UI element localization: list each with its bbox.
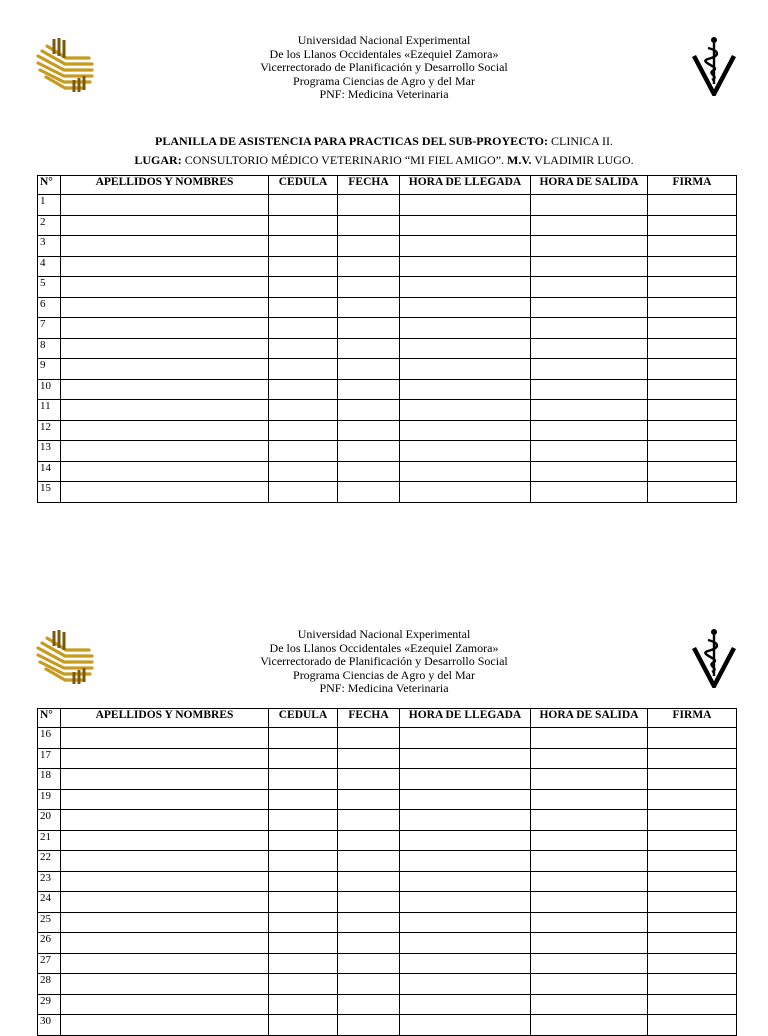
name-cell[interactable] [61,810,269,831]
column-header-departure: HORA DE SALIDA [531,709,648,728]
name-cell[interactable] [61,974,269,995]
table-row [38,482,737,503]
departure-cell[interactable] [531,1015,648,1036]
name-cell[interactable] [61,789,269,810]
arrival-cell[interactable] [400,338,531,359]
table-row [38,297,737,318]
column-header-departure: HORA DE SALIDA [531,176,648,195]
name-cell[interactable] [61,236,269,257]
institution-line: Vicerrectorado de Planificación y Desarrollo Social [260,60,508,75]
signature-cell[interactable] [648,482,737,503]
date-cell[interactable] [338,215,400,236]
id-cell[interactable] [269,892,338,913]
table-row [38,277,737,298]
id-cell[interactable] [269,1015,338,1036]
name-cell[interactable] [61,912,269,933]
table-row [38,974,737,995]
id-cell[interactable] [269,974,338,995]
row-number: 12 [38,420,61,441]
arrival-cell[interactable] [400,420,531,441]
name-cell[interactable] [61,482,269,503]
table-row [38,359,737,380]
id-cell[interactable] [269,318,338,339]
signature-cell[interactable] [648,892,737,913]
arrival-cell[interactable] [400,912,531,933]
name-cell[interactable] [61,318,269,339]
arrival-cell[interactable] [400,195,531,216]
name-cell[interactable] [61,933,269,954]
arrival-cell[interactable] [400,728,531,749]
column-header-signature: FIRMA [648,176,737,195]
departure-cell[interactable] [531,769,648,790]
date-cell[interactable] [338,912,400,933]
row-number: 6 [38,297,61,318]
date-cell[interactable] [338,420,400,441]
arrival-cell[interactable] [400,789,531,810]
departure-cell[interactable] [531,851,648,872]
row-number: 8 [38,338,61,359]
date-cell[interactable] [338,933,400,954]
signature-cell[interactable] [648,748,737,769]
institution-line: De los Llanos Occidentales «Ezequiel Zamora» [269,640,499,655]
date-cell[interactable] [338,195,400,216]
id-cell[interactable] [269,441,338,462]
date-cell[interactable] [338,810,400,831]
arrival-cell[interactable] [400,277,531,298]
row-number: 2 [38,215,61,236]
name-cell[interactable] [61,379,269,400]
id-cell[interactable] [269,953,338,974]
date-cell[interactable] [338,441,400,462]
row-number: 1 [38,195,61,216]
date-cell[interactable] [338,789,400,810]
name-cell[interactable] [61,892,269,913]
date-cell[interactable] [338,277,400,298]
row-number: 7 [38,318,61,339]
name-cell[interactable] [61,359,269,380]
signature-cell[interactable] [648,953,737,974]
date-cell[interactable] [338,748,400,769]
name-cell[interactable] [61,195,269,216]
column-header-name: APELLIDOS Y NOMBRES [61,709,269,728]
id-cell[interactable] [269,994,338,1015]
id-cell[interactable] [269,379,338,400]
id-cell[interactable] [269,912,338,933]
id-cell[interactable] [269,195,338,216]
signature-cell[interactable] [648,277,737,298]
name-cell[interactable] [61,769,269,790]
date-cell[interactable] [338,851,400,872]
row-number: 28 [38,974,61,995]
table-row [38,789,737,810]
attendance-table [37,175,737,503]
table-row [38,728,737,749]
row-number: 27 [38,953,61,974]
departure-cell[interactable] [531,789,648,810]
date-cell[interactable] [338,461,400,482]
signature-cell[interactable] [648,461,737,482]
arrival-cell[interactable] [400,892,531,913]
date-cell[interactable] [338,297,400,318]
signature-cell[interactable] [648,318,737,339]
row-number: 4 [38,256,61,277]
arrival-cell[interactable] [400,441,531,462]
departure-cell[interactable] [531,748,648,769]
departure-cell[interactable] [531,400,648,421]
arrival-cell[interactable] [400,359,531,380]
id-cell[interactable] [269,277,338,298]
name-cell[interactable] [61,748,269,769]
name-cell[interactable] [61,851,269,872]
arrival-cell[interactable] [400,215,531,236]
departure-cell[interactable] [531,338,648,359]
arrival-cell[interactable] [400,297,531,318]
departure-cell[interactable] [531,482,648,503]
departure-cell[interactable] [531,912,648,933]
signature-cell[interactable] [648,359,737,380]
date-cell[interactable] [338,379,400,400]
column-header-id: CEDULA [269,709,338,728]
table-row [38,851,737,872]
departure-cell[interactable] [531,994,648,1015]
name-cell[interactable] [61,256,269,277]
signature-cell[interactable] [648,400,737,421]
signature-cell[interactable] [648,830,737,851]
id-cell[interactable] [269,338,338,359]
row-number: 13 [38,441,61,462]
vet-label: M.V. [507,153,532,167]
arrival-cell[interactable] [400,318,531,339]
row-number: 29 [38,994,61,1015]
table-row [38,338,737,359]
row-number: 21 [38,830,61,851]
id-cell[interactable] [269,236,338,257]
table-header-row [38,709,737,728]
table-row [38,236,737,257]
institution-line: Universidad Nacional Experimental [297,627,471,641]
id-cell[interactable] [269,810,338,831]
departure-cell[interactable] [531,461,648,482]
departure-cell[interactable] [531,441,648,462]
date-cell[interactable] [338,359,400,380]
signature-cell[interactable] [648,379,737,400]
departure-cell[interactable] [531,256,648,277]
vet-value: VLADIMIR LUGO. [531,153,634,167]
id-cell[interactable] [269,482,338,503]
row-number: 18 [38,769,61,790]
row-number: 11 [38,400,61,421]
signature-cell[interactable] [648,195,737,216]
column-header-number: N° [38,709,61,728]
row-number: 23 [38,871,61,892]
table-row [38,830,737,851]
signature-cell[interactable] [648,912,737,933]
arrival-cell[interactable] [400,851,531,872]
date-cell[interactable] [338,974,400,995]
table-row [38,256,737,277]
departure-cell[interactable] [531,974,648,995]
arrival-cell[interactable] [400,482,531,503]
table-row [38,892,737,913]
arrival-cell[interactable] [400,748,531,769]
name-cell[interactable] [61,400,269,421]
date-cell[interactable] [338,236,400,257]
table-row [38,769,737,790]
place-value: CONSULTORIO MÉDICO VETERINARIO “MI FIEL AMIGO”. [181,153,508,167]
attendance-table [37,708,737,1036]
departure-cell[interactable] [531,953,648,974]
row-number: 10 [38,379,61,400]
table-row [38,953,737,974]
table-row [38,318,737,339]
name-cell[interactable] [61,830,269,851]
name-cell[interactable] [61,953,269,974]
institution-header [0,34,768,102]
row-number: 16 [38,728,61,749]
name-cell[interactable] [61,871,269,892]
id-cell[interactable] [269,851,338,872]
arrival-cell[interactable] [400,769,531,790]
row-number: 15 [38,482,61,503]
column-header-id: CEDULA [269,176,338,195]
row-number: 19 [38,789,61,810]
id-cell[interactable] [269,359,338,380]
signature-cell[interactable] [648,933,737,954]
name-cell[interactable] [61,297,269,318]
date-cell[interactable] [338,318,400,339]
table-row [38,810,737,831]
signature-cell[interactable] [648,236,737,257]
date-cell[interactable] [338,256,400,277]
date-cell[interactable] [338,892,400,913]
row-number: 17 [38,748,61,769]
arrival-cell[interactable] [400,994,531,1015]
arrival-cell[interactable] [400,933,531,954]
date-cell[interactable] [338,400,400,421]
name-cell[interactable] [61,1015,269,1036]
date-cell[interactable] [338,953,400,974]
row-number: 26 [38,933,61,954]
id-cell[interactable] [269,769,338,790]
departure-cell[interactable] [531,297,648,318]
arrival-cell[interactable] [400,236,531,257]
date-cell[interactable] [338,482,400,503]
institution-line: De los Llanos Occidentales «Ezequiel Zamora» [269,46,499,61]
departure-cell[interactable] [531,933,648,954]
arrival-cell[interactable] [400,379,531,400]
signature-cell[interactable] [648,256,737,277]
name-cell[interactable] [61,277,269,298]
table-row [38,994,737,1015]
row-number: 5 [38,277,61,298]
veterinary-caduceus-icon [692,626,736,688]
table-row [38,420,737,441]
id-cell[interactable] [269,256,338,277]
signature-cell[interactable] [648,215,737,236]
date-cell[interactable] [338,728,400,749]
arrival-cell[interactable] [400,810,531,831]
signature-cell[interactable] [648,994,737,1015]
arrival-cell[interactable] [400,256,531,277]
column-header-signature: FIRMA [648,709,737,728]
name-cell[interactable] [61,994,269,1015]
row-number: 24 [38,892,61,913]
column-header-number: N° [38,176,61,195]
form-title [0,134,768,149]
name-cell[interactable] [61,215,269,236]
institution-line: Programa Ciencias de Agro y del Mar [293,667,475,682]
departure-cell[interactable] [531,195,648,216]
id-cell[interactable] [269,461,338,482]
signature-cell[interactable] [648,297,737,318]
signature-cell[interactable] [648,441,737,462]
form-title-value: CLINICA II. [547,134,613,148]
row-number: 9 [38,359,61,380]
signature-cell[interactable] [648,974,737,995]
signature-cell[interactable] [648,338,737,359]
row-number: 14 [38,461,61,482]
name-cell[interactable] [61,728,269,749]
id-cell[interactable] [269,215,338,236]
form-place [0,153,768,168]
table-row [38,400,737,421]
table-row [38,441,737,462]
id-cell[interactable] [269,420,338,441]
column-header-name: APELLIDOS Y NOMBRES [61,176,269,195]
departure-cell[interactable] [531,318,648,339]
column-header-date: FECHA [338,709,400,728]
arrival-cell[interactable] [400,400,531,421]
column-header-arrival: HORA DE LLEGADA [400,709,531,728]
column-header-date: FECHA [338,176,400,195]
departure-cell[interactable] [531,892,648,913]
departure-cell[interactable] [531,277,648,298]
name-cell[interactable] [61,338,269,359]
id-cell[interactable] [269,871,338,892]
departure-cell[interactable] [531,420,648,441]
signature-cell[interactable] [648,851,737,872]
table-row [38,461,737,482]
name-cell[interactable] [61,420,269,441]
institution-line: PNF: Medicina Veterinaria [319,681,449,696]
name-cell[interactable] [61,461,269,482]
date-cell[interactable] [338,338,400,359]
departure-cell[interactable] [531,810,648,831]
date-cell[interactable] [338,830,400,851]
table-row [38,933,737,954]
institution-line: Vicerrectorado de Planificación y Desarrollo Social [260,654,508,669]
departure-cell[interactable] [531,379,648,400]
institution-line: PNF: Medicina Veterinaria [319,87,449,102]
column-header-arrival: HORA DE LLEGADA [400,176,531,195]
row-number: 20 [38,810,61,831]
table-row [38,379,737,400]
table-row [38,1015,737,1036]
row-number: 30 [38,1015,61,1036]
institution-line: Universidad Nacional Experimental [297,33,471,47]
date-cell[interactable] [338,769,400,790]
name-cell[interactable] [61,441,269,462]
arrival-cell[interactable] [400,974,531,995]
signature-cell[interactable] [648,769,737,790]
id-cell[interactable] [269,297,338,318]
arrival-cell[interactable] [400,1015,531,1036]
signature-cell[interactable] [648,810,737,831]
id-cell[interactable] [269,748,338,769]
id-cell[interactable] [269,789,338,810]
table-row [38,871,737,892]
date-cell[interactable] [338,1015,400,1036]
table-row [38,215,737,236]
arrival-cell[interactable] [400,461,531,482]
departure-cell[interactable] [531,728,648,749]
departure-cell[interactable] [531,871,648,892]
row-number: 3 [38,236,61,257]
table-row [38,748,737,769]
id-cell[interactable] [269,830,338,851]
departure-cell[interactable] [531,236,648,257]
date-cell[interactable] [338,994,400,1015]
signature-cell[interactable] [648,789,737,810]
veterinary-caduceus-icon [692,34,736,96]
id-cell[interactable] [269,933,338,954]
table-row [38,912,737,933]
signature-cell[interactable] [648,728,737,749]
form-title-label: PLANILLA DE ASISTENCIA PARA PRACTICAS DEL SUB-PROYECTO: [155,134,548,148]
row-number: 25 [38,912,61,933]
table-row [38,195,737,216]
signature-cell[interactable] [648,420,737,441]
institution-header [0,628,768,696]
id-cell[interactable] [269,728,338,749]
arrival-cell[interactable] [400,830,531,851]
arrival-cell[interactable] [400,953,531,974]
departure-cell[interactable] [531,830,648,851]
signature-cell[interactable] [648,1015,737,1036]
row-number: 22 [38,851,61,872]
departure-cell[interactable] [531,215,648,236]
departure-cell[interactable] [531,359,648,380]
institution-line: Programa Ciencias de Agro y del Mar [293,73,475,88]
arrival-cell[interactable] [400,871,531,892]
signature-cell[interactable] [648,871,737,892]
date-cell[interactable] [338,871,400,892]
table-header-row [38,176,737,195]
place-label: LUGAR: [134,153,182,167]
id-cell[interactable] [269,400,338,421]
